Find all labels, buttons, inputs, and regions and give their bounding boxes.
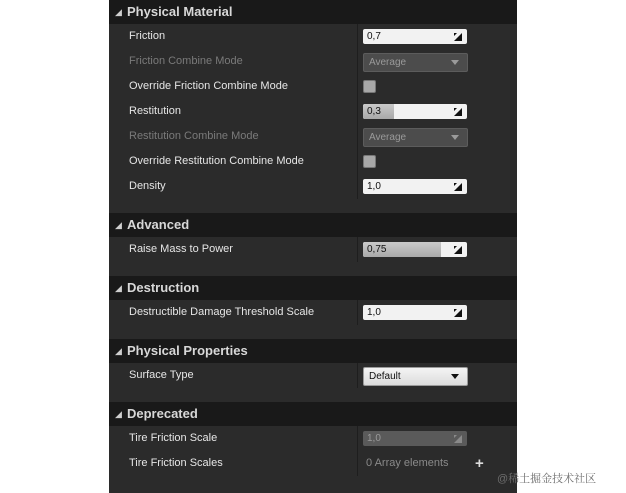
section-deprecated[interactable]: [109, 402, 517, 426]
prop-label: Destructible Damage Threshold Scale: [129, 306, 315, 318]
prop-label: Restitution Combine Mode: [129, 130, 259, 142]
prop-label: Override Restitution Combine Mode: [129, 155, 304, 167]
section-gap: [109, 325, 517, 339]
chevron-down-icon: [451, 135, 459, 140]
value: 1,0: [367, 307, 381, 318]
value: 0,3: [367, 106, 381, 117]
column-divider: [357, 99, 358, 124]
spin-arrow-icon[interactable]: [454, 435, 462, 443]
triangle-down-icon[interactable]: ◢: [115, 7, 122, 17]
column-divider: [357, 24, 358, 49]
override-friction-checkbox[interactable]: [363, 80, 376, 93]
column-divider: [357, 426, 358, 451]
column-divider: [357, 237, 358, 262]
column-divider: [357, 49, 358, 74]
value: 1,0: [367, 433, 381, 444]
chevron-down-icon: [451, 374, 459, 379]
prop-tire-friction-scale: [109, 426, 517, 451]
section-title: Physical Material: [127, 4, 233, 19]
section-physical-material[interactable]: [109, 0, 517, 24]
value: Default: [369, 371, 401, 382]
section-physical-properties[interactable]: [109, 339, 517, 363]
friction-combine-mode-dropdown[interactable]: [363, 53, 468, 72]
value: 0,75: [367, 244, 387, 255]
spin-arrow-icon[interactable]: [454, 246, 462, 254]
triangle-down-icon[interactable]: ◢: [115, 220, 122, 230]
prop-damage-threshold: [109, 300, 517, 325]
prop-label: Tire Friction Scales: [129, 457, 223, 469]
details-panel: [109, 0, 517, 493]
density-input[interactable]: [363, 179, 467, 194]
prop-label: Restitution: [129, 105, 181, 117]
column-divider: [357, 451, 358, 476]
prop-override-friction: [109, 74, 517, 99]
plus-icon[interactable]: +: [475, 455, 484, 472]
spin-arrow-icon[interactable]: [454, 108, 462, 116]
value: Average: [369, 132, 407, 143]
section-gap: [109, 388, 517, 402]
prop-label: Surface Type: [129, 369, 194, 381]
section-title: Deprecated: [127, 406, 198, 421]
prop-label: Friction Combine Mode: [129, 55, 243, 67]
prop-restitution-combine-mode: [109, 124, 517, 149]
prop-surface-type: [109, 363, 517, 388]
surface-type-dropdown[interactable]: [363, 367, 468, 386]
watermark: @稀土掘金技术社区: [497, 473, 597, 485]
column-divider: [357, 174, 358, 199]
column-divider: [357, 74, 358, 99]
prop-label: Override Friction Combine Mode: [129, 80, 288, 92]
prop-density: [109, 174, 517, 199]
section-advanced[interactable]: [109, 213, 517, 237]
chevron-down-icon: [451, 60, 459, 65]
spin-arrow-icon[interactable]: [454, 309, 462, 317]
column-divider: [357, 149, 358, 174]
prop-friction-combine-mode: [109, 49, 517, 74]
section-title: Advanced: [127, 217, 190, 232]
column-divider: [357, 300, 358, 325]
prop-raise-mass: [109, 237, 517, 262]
section-gap: [109, 262, 517, 276]
tire-friction-scale-input[interactable]: [363, 431, 467, 446]
section-destruction[interactable]: [109, 276, 517, 300]
spin-arrow-icon[interactable]: [454, 33, 462, 41]
value: 0,7: [367, 31, 381, 42]
restitution-combine-mode-dropdown[interactable]: [363, 128, 468, 147]
value: Average: [369, 57, 407, 68]
column-divider: [357, 124, 358, 149]
column-divider: [357, 363, 358, 388]
triangle-down-icon[interactable]: ◢: [115, 409, 122, 419]
spin-arrow-icon[interactable]: [454, 183, 462, 191]
prop-override-restitution: [109, 149, 517, 174]
prop-label: Tire Friction Scale: [129, 432, 218, 444]
triangle-down-icon[interactable]: ◢: [115, 283, 122, 293]
damage-threshold-input[interactable]: [363, 305, 467, 320]
prop-tire-friction-scales: [109, 451, 517, 476]
section-gap: [109, 199, 517, 213]
array-count: 0 Array elements: [366, 457, 449, 469]
raise-mass-input[interactable]: [363, 242, 467, 257]
prop-label: Friction: [129, 30, 166, 42]
friction-input[interactable]: [363, 29, 467, 44]
prop-label: Raise Mass to Power: [129, 243, 233, 255]
override-restitution-checkbox[interactable]: [363, 155, 376, 168]
value: 1,0: [367, 181, 381, 192]
section-title: Physical Properties: [127, 343, 248, 358]
triangle-down-icon[interactable]: ◢: [115, 346, 122, 356]
section-title: Destruction: [127, 280, 200, 295]
prop-label: Density: [129, 180, 166, 192]
prop-friction: [109, 24, 517, 49]
prop-restitution: [109, 99, 517, 124]
restitution-input[interactable]: [363, 104, 467, 119]
